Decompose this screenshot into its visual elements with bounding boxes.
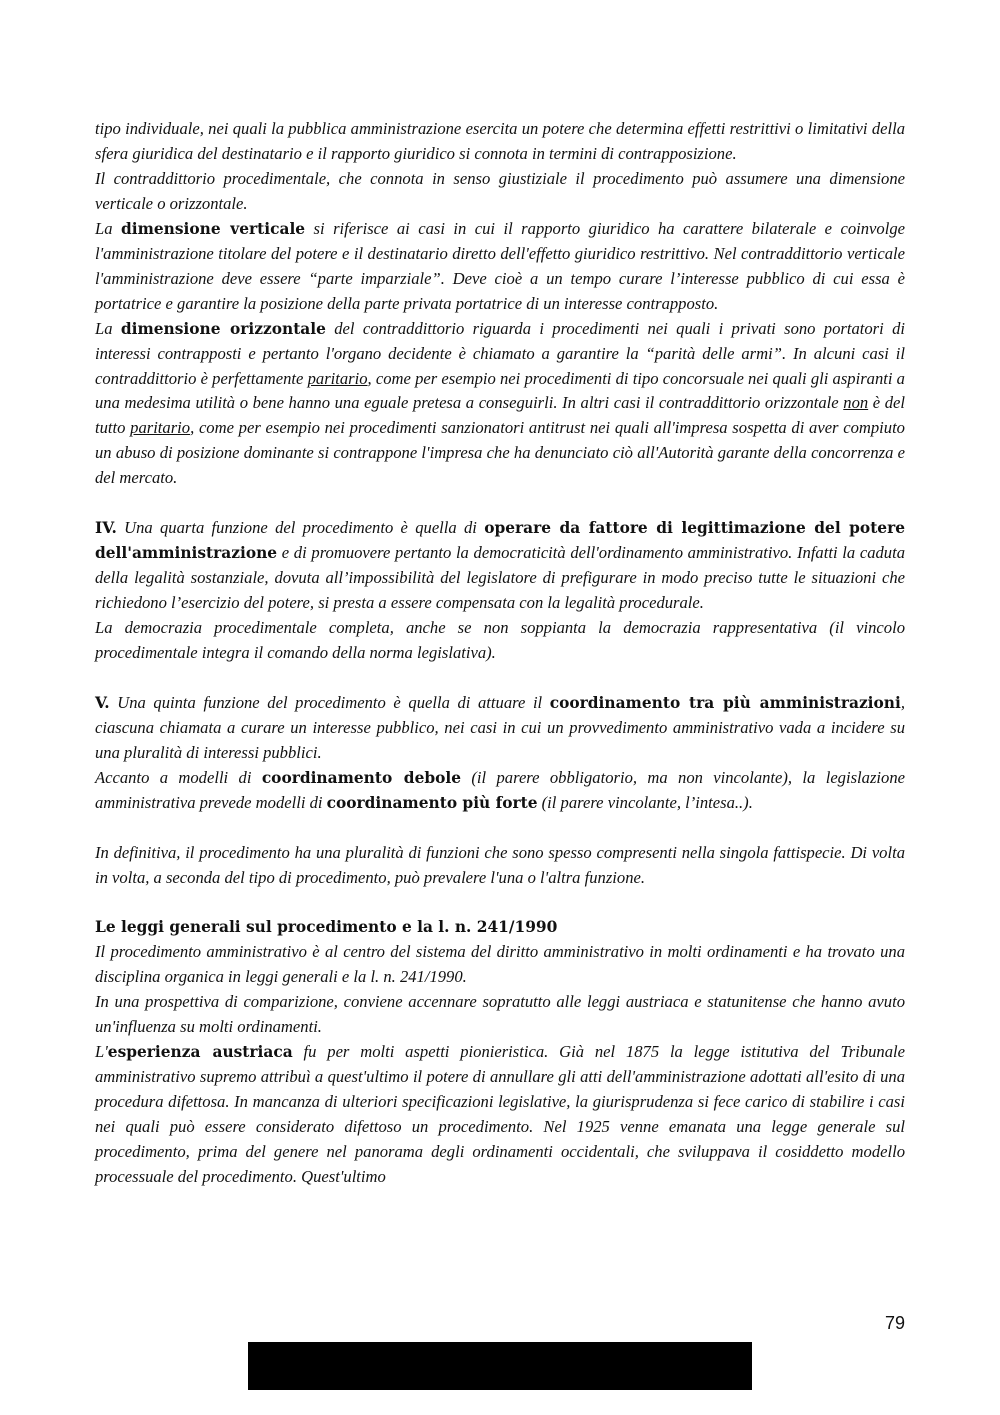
section-number-iv: IV. [95, 519, 117, 538]
paragraph-gap [95, 891, 905, 916]
term-dimensione-orizzontale: dimensione orizzontale [120, 319, 326, 338]
underlined-paritario-2: paritario [130, 418, 191, 438]
footer-redaction-bar [248, 1342, 752, 1390]
term-esperienza-austriaca: esperienza austriaca [107, 1043, 293, 1062]
paragraph-gap [95, 491, 905, 516]
paragraph-fifth-function: V. Una quinta funzione del procedimento è quella di attuare il coordinamento tra più amministrazioni, ciascuna chiamata a curare un interesse pubblico, nei casi in cui un provvedimento amministrativo vada a incidere su una pluralità di interessi pubblici. [95, 692, 905, 762]
term-coordinamento: coordinamento tra più amministrazioni [549, 693, 901, 712]
paragraph-democrazia-procedimentale: La democrazia procedimentale completa, anche se non soppianta la democrazia rappresentativa (il vincolo procedimentale integra il comando della norma legislativa). [95, 618, 905, 662]
paragraph-fourth-function: IV. Una quarta funzione del procedimento è quella di operare da fattore di legittimazione del potere dell'amministrazione e di promuovere pertanto la democraticità dell'ordinamento amministrativo. Infatti la caduta della legalità sostanziale, dovuta all’impossibilità del legislatore di prefigurare in modo preciso tutte le situazioni che richiedono l’esercizio del potere, si presta a essere compensata con la legalità procedurale. [95, 518, 905, 613]
paragraph-comparison: In una prospettiva di comparizione, conviene accennare sopratutto alle leggi austriaca e statunitense che hanno avuto un'influenza su molti ordinamenti. [95, 992, 905, 1037]
paragraph-contraddittorio: Il contraddittorio procedimentale, che connota in senso giustiziale il procedimento può assumere una dimensione verticale o orizzontale. [95, 168, 905, 213]
paragraph-dimensione-orizzontale: La dimensione orizzontale del contraddittorio riguarda i procedimenti nei quali i privati sono portatori di interessi contrapposti e pertanto l'organo decidente è chiamato a garantire la “parità delle armi”. In alcuni casi il contraddittorio è perfettamente paritario, come per esempio nei procedimenti di tipo concorsuale nei quali gli aspiranti a una medesima utilità o bene hanno una eguale pretesa a conseguirli. In altri casi il contraddittorio orizzontale non è del tutto paritario, come per esempio nei procedimenti sanzionatori antitrust nei quali all'impresa sospetta di aver compiuto un abuso di posizione dominante si contrappone l'impresa che ha denunciato ciò all'Autorità garante della concorrenza e del mercato. [95, 318, 906, 488]
section-heading: Le leggi generali sul procedimento e la l. n. 241/1990 [95, 918, 558, 937]
paragraph-dimensione-verticale: La dimensione verticale si riferisce ai casi in cui il rapporto giuridico ha carattere bilaterale e coinvolge l'amministrazione titolare del potere e il destinatario diretto dell'effetto giuridico restrittivo. Nel contraddittorio verticale l'amministrazione deve essere “parte imparziale”. Deve cioè a un tempo curare l’interesse pubblico di cui essa è portatrice e garantire la posizione della parte privata portatrice di un interesse contrapposto. [95, 218, 905, 313]
page-number: 79 [884, 1313, 905, 1333]
underlined-non: non [843, 393, 869, 413]
underlined-paritario: paritario [307, 368, 368, 388]
document-body [95, 117, 905, 1190]
paragraph-procedimento-centro: Il procedimento amministrativo è al centro del sistema del diritto amministrativo in molti ordinamenti e ha trovato una disciplina organica in leggi generali e la l. n. 241/1990. [95, 942, 905, 987]
paragraph-esperienza-austriaca: L'esperienza austriaca fu per molti aspetti pionieristica. Già nel 1875 la legge istitutiva del Tribunale amministrativo supremo attribuì a quest'ultimo il potere di annullare gli atti dell'amministrazione adottati all'esito di una procedura difettosa. In mancanza di ulteriori specificazioni legislative, la giurisprudenza si fece carico di stabilire i casi nei quali può essere considerato difettoso un procedimento. Nel 1925 venne emanata una legge generale sul procedimento, prima del genere nel panorama degli ordinamenti occidentali, che sviluppava il cosiddetto modello processuale del procedimento. Quest'ultimo [95, 1042, 906, 1186]
term-coordinamento-debole: coordinamento debole [261, 768, 462, 787]
paragraph-gap [95, 666, 905, 691]
paragraph-conclusion: In definitiva, il procedimento ha una pluralità di funzioni che sono spesso compresenti nella singola fattispecie. Di volta in volta, a seconda del tipo di procedimento, può prevalere l'una o l'altra funzione. [95, 842, 905, 887]
paragraph-gap [95, 816, 905, 841]
term-dimensione-verticale: dimensione verticale [121, 219, 306, 238]
paragraph-coordination-models: Accanto a modelli di coordinamento debole (il parere obbligatorio, ma non vincolante), la legislazione amministrativa prevede modelli di coordinamento più forte (il parere vincolante, l’intesa..). [95, 767, 905, 812]
section-number-v: V. [95, 693, 110, 712]
term-legittimazione: operare da fattore di legittimazione del potere dell'amministrazione [95, 519, 905, 563]
term-coordinamento-forte: coordinamento più forte [326, 793, 538, 812]
paragraph-individual-acts: tipo individuale, nei quali la pubblica amministrazione esercita un potere che determina effetti restrittivi o limitativi della sfera giuridica del destinatario e il rapporto giuridico si connota in termini di contrapposizione. [95, 119, 905, 163]
